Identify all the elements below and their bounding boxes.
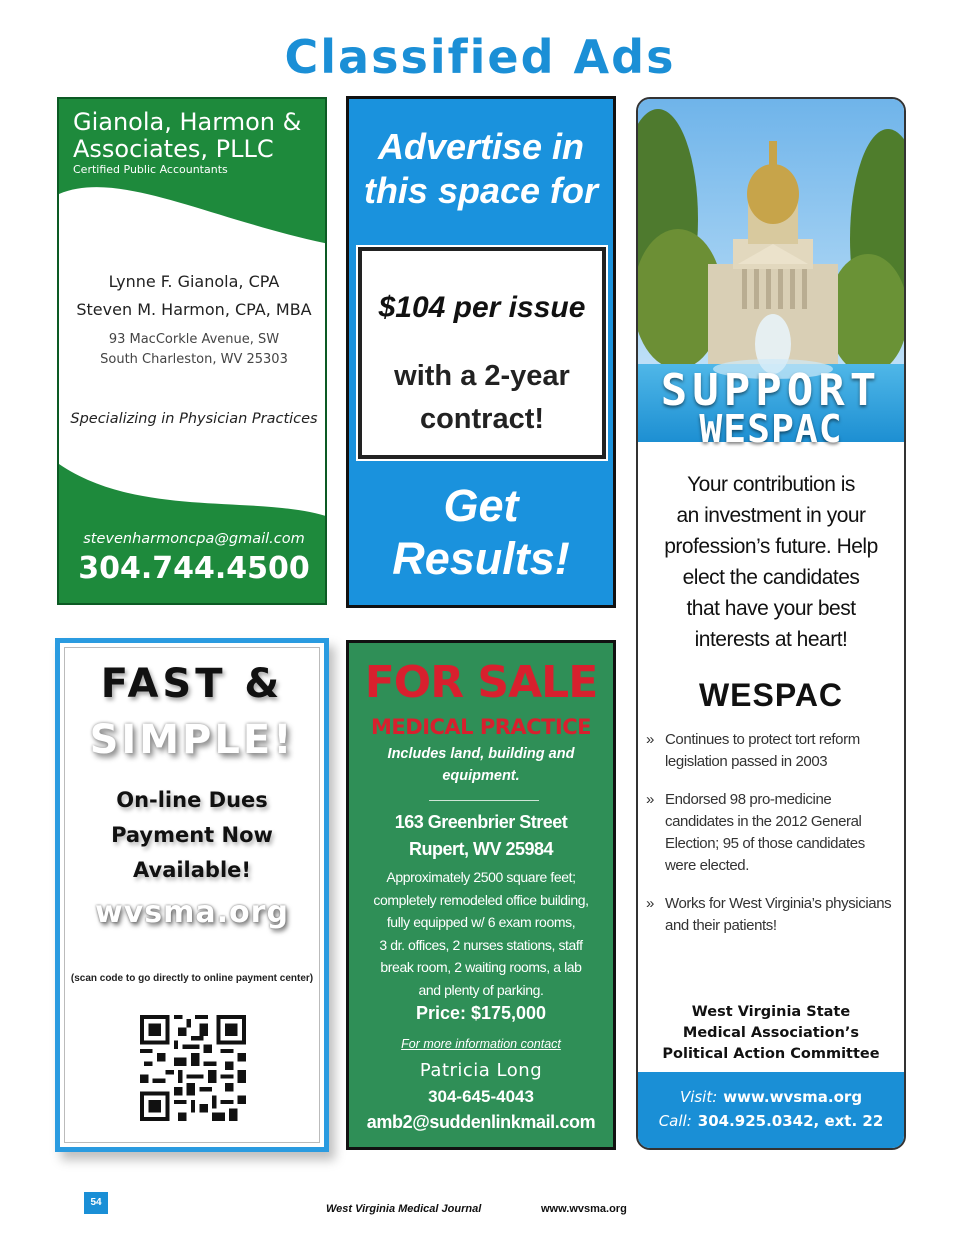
- divider: [429, 800, 539, 801]
- cpa-address-2: South Charleston, WV 25303: [100, 352, 288, 367]
- online-dues-ad: [55, 638, 329, 1152]
- wespac-association-line3: Political Action Committee: [662, 1046, 880, 1062]
- bullet-chevron-icon: »: [646, 731, 654, 748]
- for-sale-subtitle: MEDICAL PRACTICE: [371, 715, 591, 739]
- wespac-pitch-line: profession’s future. Help: [664, 535, 878, 558]
- page-number: 54: [84, 1192, 108, 1214]
- wespac-pitch-line: elect the candidates: [682, 566, 860, 589]
- wespac-visit: [638, 1088, 904, 1106]
- advertise-results: [349, 479, 613, 585]
- for-sale-city: Rupert, WV 25984: [408, 839, 554, 859]
- journal-name: West Virginia Medical Journal: [326, 1203, 482, 1215]
- wespac-bullet-text: Works for West Virginia’s physicians and their patients!: [665, 895, 892, 934]
- bullet-chevron-icon: »: [646, 791, 654, 808]
- for-sale-title: FOR SALE: [364, 657, 598, 708]
- for-sale-desc-line: completely remodeled office building,: [373, 891, 589, 908]
- cpa-email: stevenharmoncpa@gmail.com: [83, 531, 305, 547]
- wespac-association-line1: West Virginia State: [691, 1004, 851, 1020]
- wespac-bullet-text: Endorsed 98 pro-medicine candidates in the 2012 General Election; 95 of those candidates were elected.: [665, 791, 865, 874]
- wespac-ad: [636, 97, 906, 1150]
- bullet-chevron-icon: »: [646, 895, 654, 912]
- wespac-overlay-text: WESPAC: [699, 407, 843, 451]
- cpa-address-1: 93 MacCorkle Avenue, SW: [108, 332, 280, 347]
- cpa-specialty: Specializing in Physician Practices: [70, 411, 318, 427]
- cpa-firm-name: [73, 109, 323, 163]
- page-title: Classified Ads: [284, 30, 676, 84]
- simple-title: SIMPLE!: [89, 717, 295, 763]
- for-sale-includes: [369, 743, 593, 787]
- wespac-bullet-text: Continues to protect tort reform legislation passed in 2003: [665, 731, 860, 770]
- for-sale-phone: 304-645-4043: [428, 1087, 534, 1106]
- wespac-call-number: 304.925.0342, ext. 22: [697, 1112, 884, 1130]
- wespac-pitch: [648, 469, 894, 655]
- for-sale-desc-line: Approximately 2500 square feet;: [386, 869, 576, 885]
- wespac-call: [638, 1112, 904, 1130]
- for-sale-contact-name: Patricia Long: [419, 1060, 543, 1081]
- for-sale-desc-line: fully equipped w/ 6 exam rooms,: [386, 914, 576, 931]
- cpa-subtitle: Certified Public Accountants: [73, 163, 228, 176]
- scan-note: (scan code to go directly to online payment center): [70, 973, 314, 984]
- cpa-partner-2: Steven M. Harmon, CPA, MBA: [76, 300, 312, 319]
- for-sale-desc-line: break room, 2 waiting rooms, a lab: [380, 959, 582, 976]
- journal-url[interactable]: www.wvsma.org: [541, 1203, 627, 1215]
- for-sale-info-label: For more information contact: [401, 1037, 561, 1051]
- for-sale-address: [349, 809, 613, 863]
- cpa-ad: [57, 97, 327, 605]
- cpa-firm-line2: Associates, PLLC: [73, 135, 274, 163]
- fast-title: FAST &: [100, 661, 284, 707]
- cpa-firm-line1: Gianola, Harmon &: [73, 108, 302, 136]
- wespac-visit-link[interactable]: www.wvsma.org: [723, 1088, 863, 1106]
- cpa-phone: 304.744.4500: [78, 551, 310, 586]
- online-dues-line3: Available!: [133, 858, 251, 882]
- wespac-pitch-line: an investment in your: [676, 504, 866, 527]
- wespac-association: [638, 1002, 904, 1065]
- wespac-support-text: SUPPORT: [660, 365, 882, 416]
- for-sale-includes-line2: equipment.: [442, 768, 520, 784]
- advertise-price: $104 per issue: [378, 291, 586, 324]
- for-sale-street: 163 Greenbrier Street: [394, 812, 568, 832]
- for-sale-price: Price: $175,000: [415, 1003, 547, 1023]
- wespac-pitch-line: Your contribution is: [687, 473, 855, 496]
- advertise-contract-line2: contract!: [419, 403, 545, 435]
- wespac-association-line2: Medical Association’s: [682, 1025, 860, 1041]
- wespac-bullet: [646, 729, 896, 773]
- advertise-results-line2: Results!: [392, 533, 570, 584]
- wespac-bullet: [646, 789, 896, 877]
- online-dues-line2: Payment Now: [111, 823, 273, 847]
- advertise-price-box: [358, 247, 606, 459]
- for-sale-desc-line: 3 dr. offices, 2 nurses stations, staff: [379, 936, 583, 953]
- for-sale-email[interactable]: amb2@suddenlinkmail.com: [366, 1112, 596, 1132]
- qr-code-icon[interactable]: [140, 1015, 246, 1121]
- wespac-pitch-line: that have your best: [686, 597, 856, 620]
- advertise-heading: [349, 125, 613, 213]
- online-dues-url[interactable]: wvsma.org: [95, 895, 289, 930]
- wespac-bullet-list: [646, 729, 896, 953]
- wespac-visit-label: Visit:: [679, 1088, 718, 1106]
- wespac-pitch-line: interests at heart!: [694, 628, 848, 651]
- online-dues-line1: On-line Dues: [116, 788, 268, 812]
- advertise-heading-line2: this space for: [363, 170, 599, 211]
- advertise-heading-line1: Advertise in: [377, 126, 585, 167]
- advertise-contract: [362, 355, 602, 441]
- advertise-contract-line1: with a 2-year: [394, 360, 570, 392]
- for-sale-ad: [346, 640, 616, 1150]
- advertise-results-line1: Get: [443, 480, 519, 531]
- wespac-call-label: Call:: [658, 1112, 692, 1130]
- wespac-name: WESPAC: [698, 677, 844, 713]
- for-sale-description: [363, 866, 599, 1002]
- advertise-ad: [346, 96, 616, 608]
- cpa-partner-1: Lynne F. Gianola, CPA: [108, 272, 280, 291]
- for-sale-desc-line: and plenty of parking.: [418, 981, 544, 998]
- for-sale-includes-line1: Includes land, building and: [387, 746, 575, 762]
- wespac-bullet: [646, 893, 896, 937]
- wespac-contact-bar: [638, 1072, 904, 1150]
- online-dues-text: [60, 783, 324, 888]
